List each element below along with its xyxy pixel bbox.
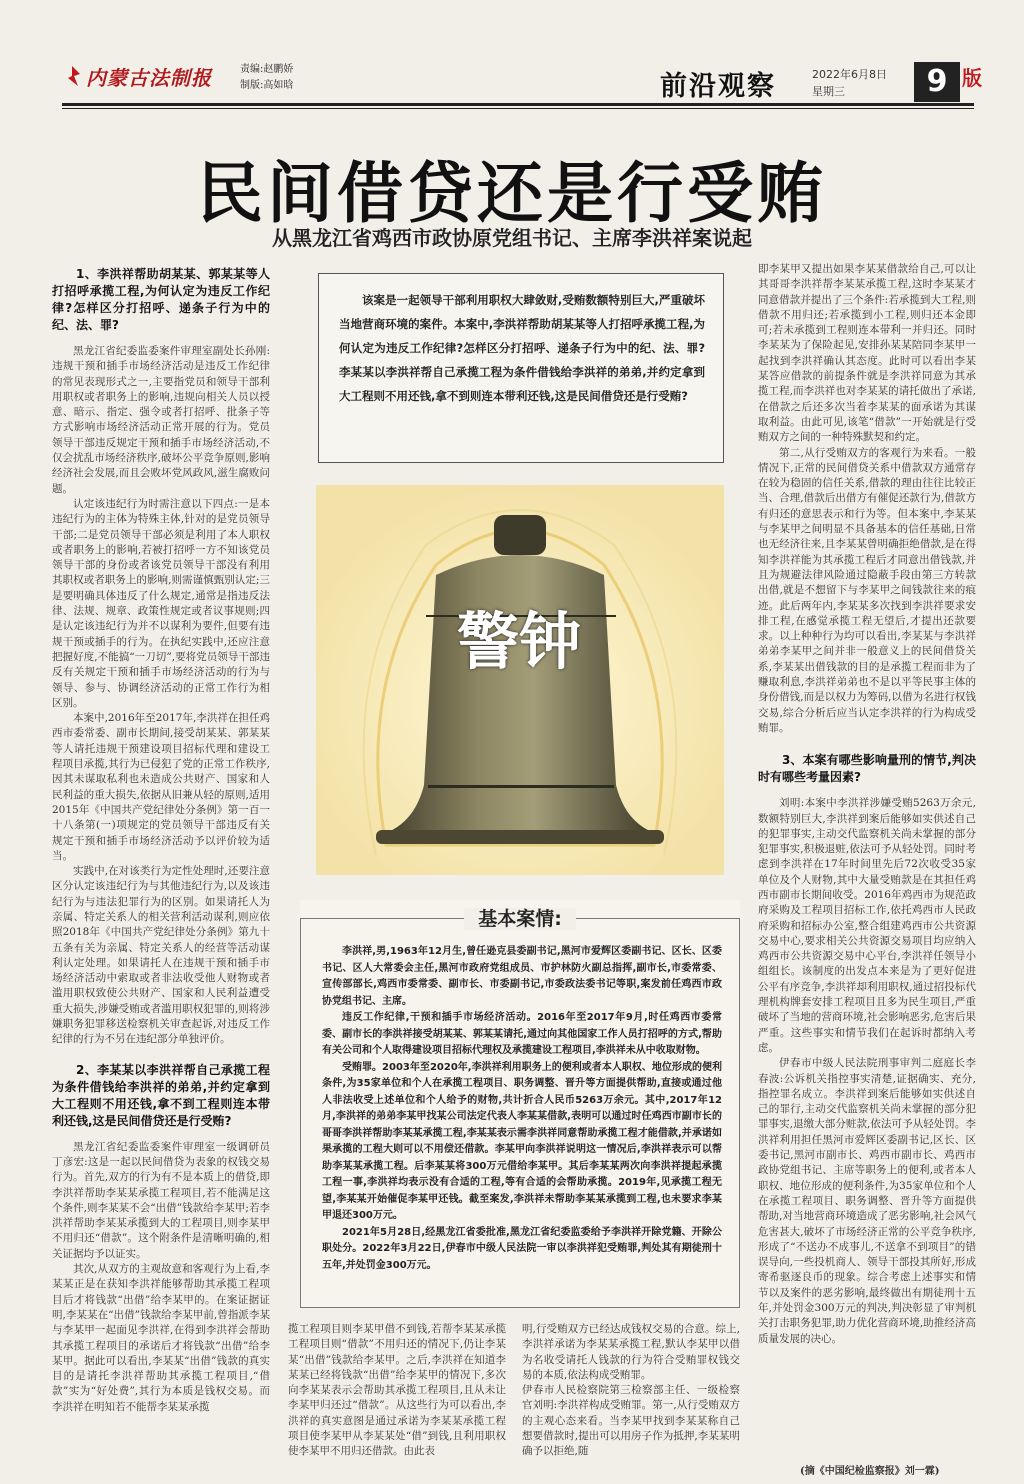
subheadline: 从黑龙江省鸡西市政协原党组书记、主席李洪祥案说起 <box>272 226 752 250</box>
producer: 制版:高如晗 <box>240 80 294 91</box>
issue-weekday: 星期三 <box>812 85 845 98</box>
bell-label: 警钟 <box>456 605 581 678</box>
section-name: 前沿观察 <box>660 71 776 102</box>
paragraph: 明,行受贿双方已经达成钱权交易的合意。综上,李洪祥承诺为李某某承揽工程,默认李某甲以借为名收受请托人钱款的行为符合受贿罪权钱交易的本质,依法构成受贿罪。 伊春市人民检察院第三检察部主任、一级检察官刘明:李洪祥构成受贿罪。第一,从行受贿双方的主观心态来看。当李某甲找到李某某称自己想要借款时,提出可以用房子作为抵押,李某某明确予以拒绝,随 <box>522 1323 740 1458</box>
paper-name: 内蒙古法制报 <box>86 66 212 90</box>
question-heading-1: 1、李洪祥帮助胡某某、郭某某等人打招呼承揽工程,为何认定为违反工作纪律?怎样区分打招呼、递条子行为中的纪、法、罪? <box>52 267 270 332</box>
paragraph: 黑龙江省纪委监委案件审理室一级调研员丁彦宏:这是一起以民间借贷为表象的权钱交易行为。首先,双方的行为有不是本质上的借贷,即李洪祥帮助李某某承揽工程项目,若不能满足这个条件,则李某某不会“出借”钱款给李某甲;若李洪祥帮助李某某承揽到大的工程项目,则李某甲不用归还“借款”。这个附条件是清晰明确的,相关证据均予以证实。 <box>52 1140 270 1260</box>
paragraph: 揽工程项目则李某甲借不到钱,若帮李某某承揽工程项目则“借款”不用归还的情况下,仍让李某某“出借”钱款给李某甲。之后,李洪祥在知道李某某已经将钱款“出借”给李某甲的情况下,多次向李某某表示会帮助其承揽工程项目,且从未让李某甲归还过“借款”。从这些行为可以看出,李洪祥的真实意图是通过承诺为李某某承揽工程项目使李某甲从李某某处“借”到钱,且利用职权使李某甲不用归还借款。由此表 <box>288 1323 506 1458</box>
facts-title <box>300 904 740 931</box>
date-box <box>812 66 887 100</box>
article-column-3 <box>522 1322 740 1482</box>
intro-box <box>318 273 724 463</box>
paragraph: 第二,从行受贿双方的客观行为来看。一般情况下,正常的民间借贷关系中借款双方通常存在较为稳固的信任关系,借款的理由往往比较正当、合理,借款后出借方有催促还款行为,借款方有归还的意思表示和行为等。但本案中,李某某与李某甲之间明显不具备基本的信任基础,日常也无经济往来,且李某某曾明确拒绝借款,是在得知李洪祥能为其承揽工程后才同意出借钱款,并且为规避法律风险通过隐蔽手段由第三方转款出借,就是不想留下与李某甲之间钱款往来的痕迹。此后两年内,李某某多次找到李洪祥要求安排工程,在感觉承揽工程无望后,才提出还款要求。以上种种行为均可以看出,李某某与李洪祥弟弟李某甲之间并非一般意义上的民间借贷关系,李某某出借钱款的目的是承揽工程而非为了赚取利息,李洪祥弟弟也不是以平等民事主体的身份借钱,而是以权力为筹码,以借为名进行权钱交易,综合分析后应当认定李洪祥的行为构成受贿罪。 <box>758 446 976 734</box>
headline: 民间借贷还是行受贿 <box>197 154 827 232</box>
paragraph: 即李某甲又提出如果李某某借款给自己,可以让其哥哥李洪祥帮李某某承揽工程,这时李某某才同意借款并提出了三个条件:若承揽到大工程,则借款不用归还;若承揽到小工程,则归还本金即可;若未承揽到工程则连本带利一并归还。同时李某某为了保险起见,安排孙某某陪同李某甲一起找到李洪祥确认其态度。此时可以看出李某某答应借款的前提条件就是李洪祥同意为其承揽工程,而李洪祥也对李某某的请托做出了承诺,在借款之后还多次当着李某某的面承诺为其谋取利益。由此可见,该笔“借款”一开始就是行受贿双方之间的一种特殊默契和约定。 <box>758 263 976 444</box>
paragraph: 实践中,在对该类行为定性处理时,还要注意区分认定该违纪行为与其他违纪行为,以及该违纪行为与违法犯罪行为的区别。如果请托人为亲属、特定关系人的相关营利活动谋利,则应依照2018年《中国共产党纪律处分条例》第九十五条有关为亲属、特定关系人的经营等活动谋利认定处理。如果请托人在违规干预和插手市场经济活动中索取或者非法收受他人财物或者滥用职权致使公共财产、国家和人民利益遭受重大损失,涉嫌受贿或者滥用职权犯罪的,则将涉嫌职务犯罪移送检察机关审查起诉,对违反工作纪律的行为不另在违纪部分单独评价。 <box>52 865 270 1046</box>
paragraph: 认定该违纪行为时需注意以下四点:一是本违纪行为的主体为特殊主体,针对的是党员领导干部;二是党员领导干部必须是利用了本人职权或者职务上的影响,若被打招呼一方不知该党员领导干部的身份或者该党员领导干部没有利用其职权或者职务上的影响,则需谨慎甄别认定;三是要明确具体违反了什么规定,通常是指违反法律、法规、规章、政策性规定或者议事规则;四是认定该违纪行为并不以谋利为要件,但要有违规干预或插手的行为。在执纪实践中,还应注意把握好度,不能搞“一刀切”,要将党员领导干部违反有关规定干预和插手市场经济活动的行为与领导、参与、协调经济活动的正常工作行为相区别。 <box>52 497 270 709</box>
paragraph: 伊春市中级人民法院刑事审判二庭庭长李春波:公诉机关指控事实清楚,证据确实、充分,指控罪名成立。李洪祥到案后能够如实供述自己的罪行,主动交代监察机关尚未掌握的部分犯罪事实,退缴大部分赃款,依法可予从轻处罚。李洪祥利用担任黑河市爱辉区委副书记,区长、区委书记,黑河市副市长、鸡西市副市长、鸡西市政协党组书记、主席等职务上的便利,或者本人职权、地位形成的便利条件,为35家单位和个人在承揽工程项目、职务调整、晋升等方面提供帮助,对当地营商环境造成了恶劣影响,社会风气危害甚大,破坏了市场经济正常的公平竞争秩序,形成了“不送办不成事儿,不送拿不到项目”的错误导向,一些投机商人、领导干部投其所好,形成寄希驱逐良币的现象。综合考虑上述事实和情节以及案件的恶劣影响,最终做出有期徒刑十五年,并处罚金300万元的判决,判决彰显了审判机关打击职务犯罪,助力优化营商环境,助推经济高质量发展的决心。 <box>758 1057 976 1345</box>
logo-emblem-icon <box>62 64 82 88</box>
issue-date: 2022年6月8日 <box>812 68 887 81</box>
facts-paragraph: 李洪祥,男,1963年12月生,曾任逊克县委副书记,黑河市爱辉区委副书记、区长、区委书记、区人大常委会主任,黑河市政府党组成员、市护林防火副总指挥,副市长,市委常委、宣传部部长,鸡西市委常委、副市长、市委副书记,市委政法委书记等职,案发前任鸡西市政协党组书记、主席。 <box>322 946 722 1007</box>
page-label: 版 <box>962 66 982 90</box>
header-rule <box>62 103 974 106</box>
paragraph: 本案中,2016年至2017年,李洪祥在担任鸡西市委常委、副市长期间,接受胡某某、郭某某等人请托违规干预建设项目招标代理和建设工程项目承揽,其行为已侵犯了党的正常工作秩序,因其未谋取私利也未造成公共财产、国家和人民利益的重大损失,依据从旧兼从轻的原则,适用2015年《中国共产党纪律处分条例》第一百一十八条第(一)项规定的党员领导干部违反有关规定干预和插手市场经济活动予以评价较为适当。 <box>52 712 270 862</box>
question-heading-3: 3、本案有哪些影响量刑的情节,判决时有哪些考量因素? <box>758 753 976 785</box>
header-rule-thin <box>62 108 974 109</box>
article-column-1 <box>52 266 270 1476</box>
article-column-4 <box>758 262 976 1477</box>
facts-title-text: 基本案情: <box>464 908 576 930</box>
facts-paragraph: 2021年5月28日,经黑龙江省委批准,黑龙江省纪委监委给予李洪祥开除党籍、开除公职处分。2022年3月22日,伊春市中级人民法院一审以李洪祥犯受贿罪,判处其有期徒刑十五年,并处罚金300万元。 <box>322 1226 722 1271</box>
question-heading-2: 2、李某某以李洪祥帮自己承揽工程为条件借钱给李洪祥的弟弟,并约定拿到大工程则不用还钱,拿不到工程则连本带利还钱,这是民间借贷还是行受贿? <box>52 1062 270 1128</box>
facts-text <box>322 944 722 1294</box>
editor-credits <box>240 62 293 94</box>
warning-bell-illustration <box>316 485 724 875</box>
paragraph: 黑龙江省纪委监委案件审理室副处长孙刚:违规干预和插手市场经济活动是违反工作纪律的常见表现形式之一,主要指党员和领导干部利用职权或者职务上的影响,违规向相关人员以授意、暗示、指定、强令或者打招呼、批条子等方式影响市场经济活动正常开展的行为。党员领导干部违反规定干预和插手市场经济活动,不仅会扰乱市场经济秩序,破坏公平竞争原则,影响经济社会发展,而且会败坏党风政风,滋生腐败问题。 <box>52 345 270 495</box>
article-column-2 <box>288 1322 506 1482</box>
editor: 责编:赵鹏娇 <box>240 64 294 75</box>
facts-paragraph: 违反工作纪律,干预和插手市场经济活动。2016年至2017年9月,时任鸡西市委常委、副市长的李洪祥接受胡某某、郭某某请托,通过向其他国家工作人员打招呼的方式,帮助有关公司和个人取得建设项目招标代理权及承揽建设工程项目,李洪祥未从中收取财物。 <box>322 1012 722 1056</box>
page-number: 9 <box>914 62 960 102</box>
intro-text: 该案是一起领导干部利用职权大肆敛财,受贿数额特别巨大,严重破坏当地营商环境的案件。本案中,李洪祥帮助胡某某等人打招呼承揽工程,为何认定为违反工作纪律?怎样区分打招呼、递条子行为中的纪、法、罪?李某某以李洪祥帮自己承揽工程为条件借钱给李洪祥的弟弟,并约定拿到大工程则不用还钱,拿不到则连本带利还钱,这是民间借贷还是行受贿? <box>339 293 705 403</box>
facts-paragraph: 受贿罪。2003年至2020年,李洪祥利用职务上的便利或者本人职权、地位形成的便利条件,为35家单位和个人在承揽工程项目、职务调整、晋升等方面提供帮助,直接或通过他人非法收受上述单位和个人给予的财物,共计折合人民币5263万余元。其中,2017年12月,李洪祥的弟弟李某甲找某公司法定代表人李某某借款,表明可以通过时任鸡西市副市长的哥哥李洪祥帮助李某某承揽工程,李某某表示需李洪祥同意帮助承揽工程才能借款,并承诺如果承揽的工程大则可以不用偿还借款。李某甲向李洪祥说明这一情况后,李洪祥表示可以帮助李某某承揽工程。后李某某将300万元借给李某甲。其后李某某两次向李洪祥提起承揽工程一事,李洪祥均表示没有合适的工程,等有合适的会帮助承揽。2019年,见承揽工程无望,李某某开始催促李某甲还钱。截至案发,李洪祥未帮助李某某承揽到工程,也未要求李某甲退还300万元。 <box>322 1061 722 1221</box>
source-credit: (摘《中国纪检监察报》刘一霖) <box>800 1466 940 1477</box>
paragraph: 刘明:本案中李洪祥涉嫌受贿5263万余元,数额特别巨大,李洪祥到案后能够如实供述自己的犯罪事实,主动交代监察机关尚未掌握的部分犯罪事实,积极退赃,依法可予从轻处罚。同时考虑到李洪祥在17年时间里先后72次收受35家单位及个人财物,其中大量受贿款是在其担任鸡西市副市长期间收受。2016年鸡西市为规范政府采购及工程项目招标工作,依托鸡西市人民政府采购和招标办公室,整合组建鸡西市公共资源交易中心,要求相关公共资源交易项目均应纳入鸡西市公共资源交易中心平台,李洪祥任领导小组组长。该制度的出发点本来是为了更好促进公平有序竞争,李洪祥却利用职权,通过招投标代理机构牌套安排工程项目且多为民生项目,严重破坏了当地的营商环境,社会影响恶劣,危害后果严重。这些事实和情节我们在起诉时都纳入考虑。 <box>758 797 976 1054</box>
paragraph: 其次,从双方的主观故意和客观行为上看,李某某正是在获知李洪祥能够帮助其承揽工程项目后才将钱款“出借”给李某甲的。在案证据证明,李某某在“出借”钱款给李某甲前,曾指派李某与李某甲一起面见李洪祥,在得到李洪祥会帮助其承揽工程项目的承诺后才将钱款“出借”给李某甲。据此可以看出,李某某“出借”钱款的真实目的是请托李洪祥帮助其承揽工程项目,“借款”实为“好处费”,其行为本质是钱权交易。而李洪祥在明知若不能帮李某某承揽 <box>52 1263 270 1413</box>
